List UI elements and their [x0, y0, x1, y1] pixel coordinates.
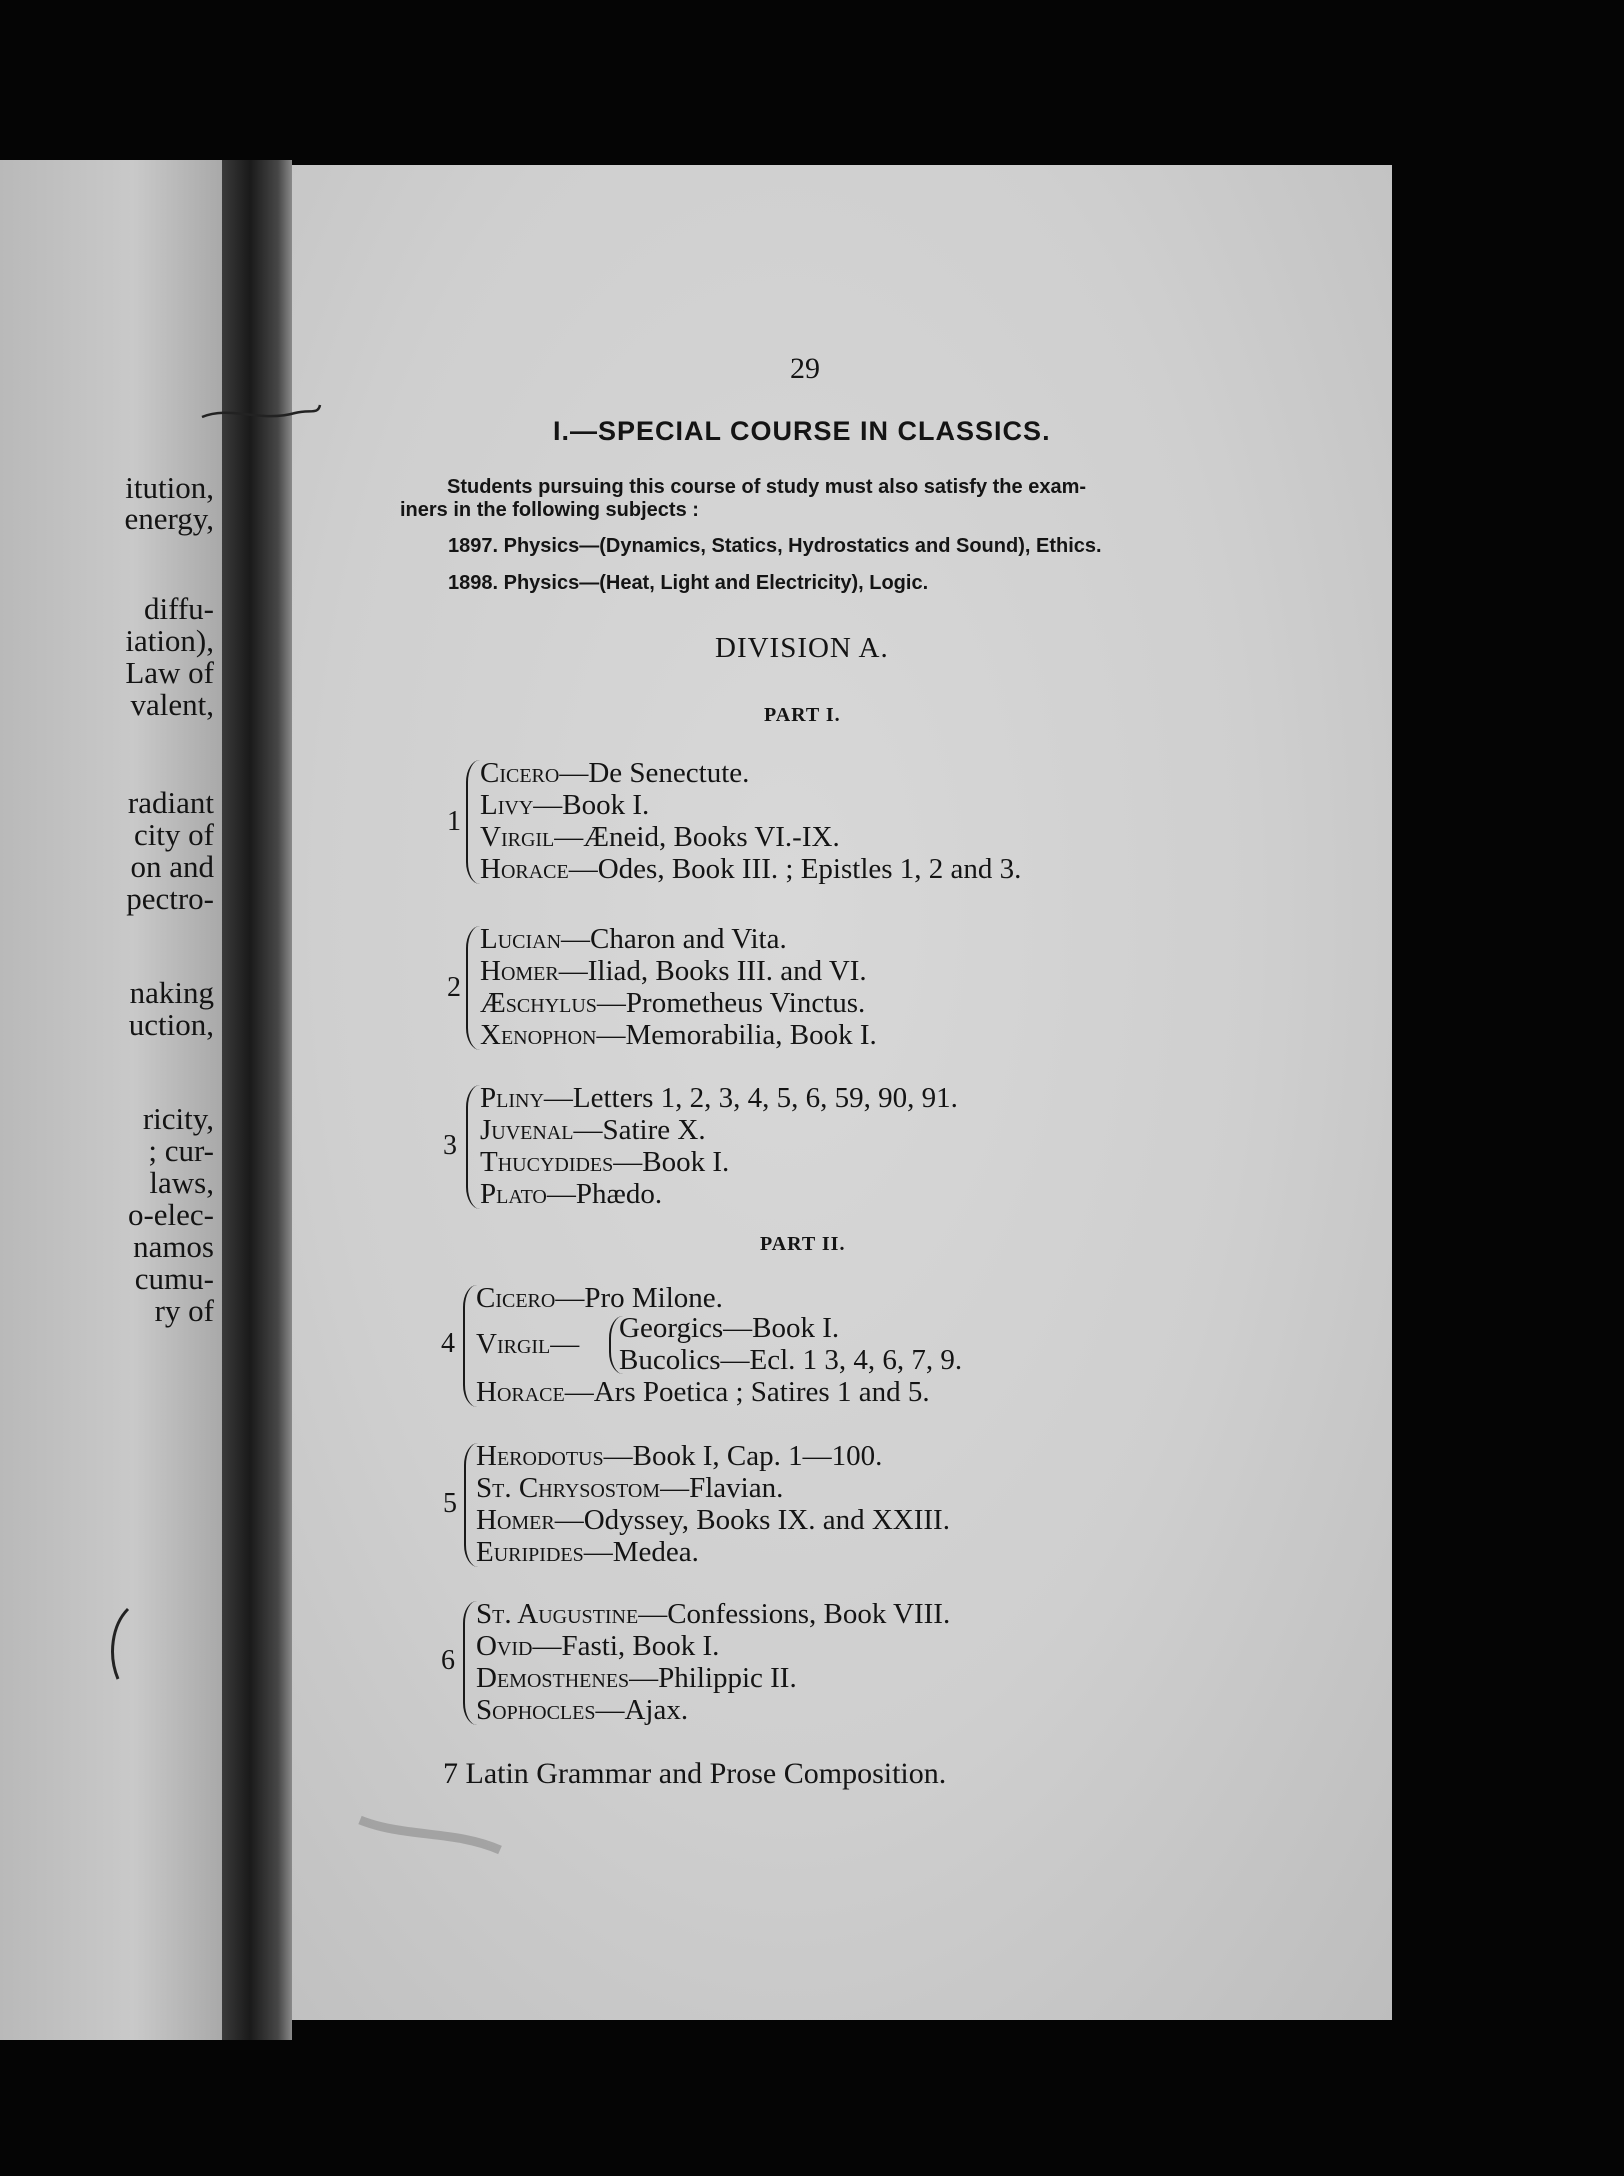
course-entry: [476, 1630, 719, 1663]
author-name: Ovid: [476, 1630, 533, 1662]
smudge-mark: [355, 1810, 505, 1860]
part-heading: PART II.: [760, 1233, 846, 1255]
work-title: —Satire X.: [573, 1114, 706, 1146]
requirement-1897: 1897. Physics—(Dynamics, Statics, Hydrostatics and Sound), Ethics.: [448, 535, 1102, 557]
author-name: Sophocles: [476, 1694, 596, 1726]
group-number: 3: [443, 1130, 457, 1161]
left-page-line: Law of: [125, 655, 214, 690]
author-name: Homer: [480, 955, 559, 987]
author-name: Thucydides: [480, 1146, 614, 1178]
left-page-line: city of: [133, 817, 214, 852]
work-title: —Phædo.: [546, 1178, 663, 1210]
group-number: 4: [441, 1328, 455, 1359]
course-entry: [480, 853, 1021, 886]
work-title: —Prometheus Vinctus.: [596, 987, 866, 1019]
course-entry: [480, 1019, 877, 1052]
course-entry: [480, 1146, 729, 1179]
author-name: Livy: [480, 789, 534, 821]
work-title: —Fasti, Book I.: [532, 1630, 720, 1662]
author-name: Horace: [480, 853, 569, 885]
requirement-1898: 1898. Physics—(Heat, Light and Electricity), Logic.: [448, 572, 929, 594]
left-page-line: namos: [133, 1229, 214, 1264]
course-entry: [476, 1504, 950, 1537]
group-number: 1: [447, 806, 461, 837]
author-name: Homer: [476, 1504, 555, 1536]
work-title: —Æneid, Books VI.-IX.: [554, 821, 840, 853]
course-entry: [476, 1472, 783, 1505]
author-name: St. Chrysostom: [476, 1472, 661, 1504]
left-page-line: naking: [129, 975, 214, 1010]
left-page-line: valent,: [130, 687, 214, 722]
author-name: Xenophon: [480, 1019, 597, 1051]
work-title: —Odes, Book III. ; Epistles 1, 2 and 3.: [568, 853, 1022, 885]
author-name: Virgil: [480, 821, 555, 853]
left-page-line: laws,: [149, 1165, 214, 1200]
book-gutter: [222, 160, 292, 2040]
work-title: —Odyssey, Books IX. and XXIII.: [554, 1504, 950, 1536]
author-name: Plato: [480, 1178, 547, 1210]
author-name: Cicero: [476, 1282, 556, 1314]
page-number: 29: [790, 352, 820, 385]
course-entry: [480, 955, 867, 988]
work-title: —Letters 1, 2, 3, 4, 5, 6, 59, 90, 91.: [543, 1082, 958, 1114]
group-number: 6: [441, 1645, 455, 1676]
work-title: —Book I.: [533, 789, 650, 821]
course-entry: [480, 1082, 958, 1115]
intro-line: Students pursuing this course of study must also satisfy the exam-: [447, 476, 1087, 498]
work-title: —Book I.: [613, 1146, 730, 1178]
author-name: Cicero: [480, 757, 560, 789]
pencil-mark: [100, 1605, 140, 1685]
section-title: I.—SPECIAL COURSE IN CLASSICS.: [553, 416, 1051, 446]
course-entry: [480, 987, 865, 1020]
work-title: —De Senectute.: [559, 757, 750, 789]
work-title: —Flavian.: [660, 1472, 784, 1504]
work-title: —Book I, Cap. 1—100.: [603, 1440, 883, 1472]
course-entry: [476, 1536, 699, 1569]
left-page-line: iation),: [125, 623, 214, 658]
left-page-line: energy,: [124, 501, 214, 536]
author-name: Horace: [476, 1376, 565, 1408]
left-page-line: o-elec-: [127, 1197, 214, 1232]
left-page-line: pectro-: [126, 881, 214, 916]
course-entry: [480, 789, 649, 822]
group-number: 7: [443, 1757, 458, 1790]
work-title: —Ajax.: [595, 1694, 689, 1726]
course-subentry: Bucolics—Ecl. 1 3, 4, 6, 7, 9.: [619, 1344, 963, 1376]
author-name: Juvenal: [480, 1114, 574, 1146]
author-name: Pliny: [480, 1082, 544, 1114]
course-entry: [480, 1178, 662, 1211]
course-entry: [480, 923, 787, 956]
work-title: —Ars Poetica ; Satires 1 and 5.: [564, 1376, 930, 1408]
left-page-line: ; cur-: [148, 1133, 214, 1168]
group-number: 5: [443, 1488, 457, 1519]
course-entry: [476, 1662, 797, 1695]
part-heading: PART I.: [764, 704, 841, 726]
left-page-line: ry of: [154, 1293, 214, 1328]
work-title: —Pro Milone.: [555, 1282, 723, 1314]
left-page-line: itution,: [125, 470, 214, 505]
work-title: —: [550, 1328, 580, 1360]
group-number: 2: [447, 972, 461, 1003]
final-course-item: [443, 1757, 946, 1791]
course-entry: [476, 1376, 930, 1409]
author-name: Virgil: [476, 1328, 551, 1360]
left-page-line: uction,: [128, 1007, 214, 1042]
course-entry: [476, 1598, 950, 1631]
division-heading: DIVISION A.: [715, 632, 889, 664]
course-entry: [480, 757, 749, 790]
left-page: [0, 160, 222, 2040]
work-title: —Philippic II.: [629, 1662, 797, 1694]
course-entry: [476, 1328, 579, 1361]
course-entry: [480, 821, 840, 854]
author-name: Lucian: [480, 923, 562, 955]
pen-stroke-mark: [200, 395, 330, 435]
left-page-line: ricity,: [142, 1101, 214, 1136]
course-subentry: Georgics—Book I.: [619, 1312, 840, 1344]
course-entry: [476, 1440, 882, 1473]
work-title: —Charon and Vita.: [561, 923, 787, 955]
intro-line: iners in the following subjects :: [400, 499, 699, 521]
work-title: —Medea.: [583, 1536, 699, 1568]
work-title: Latin Grammar and Prose Composition.: [465, 1757, 947, 1790]
course-entry: [480, 1114, 706, 1147]
author-name: Herodotus: [476, 1440, 604, 1472]
left-page-line: diffu-: [143, 591, 214, 626]
work-title: —Memorabilia, Book I.: [596, 1019, 877, 1051]
left-page-line: cumu-: [134, 1261, 214, 1296]
course-entry: [476, 1694, 688, 1727]
left-page-line: radiant: [127, 785, 214, 820]
author-name: Demosthenes: [476, 1662, 630, 1694]
author-name: Æschylus: [480, 987, 597, 1019]
author-name: St. Augustine: [476, 1598, 639, 1630]
work-title: —Confessions, Book VIII.: [638, 1598, 951, 1630]
work-title: —Iliad, Books III. and VI.: [558, 955, 867, 987]
left-page-line: on and: [130, 849, 214, 884]
author-name: Euripides: [476, 1536, 584, 1568]
course-entry: [476, 1282, 723, 1315]
